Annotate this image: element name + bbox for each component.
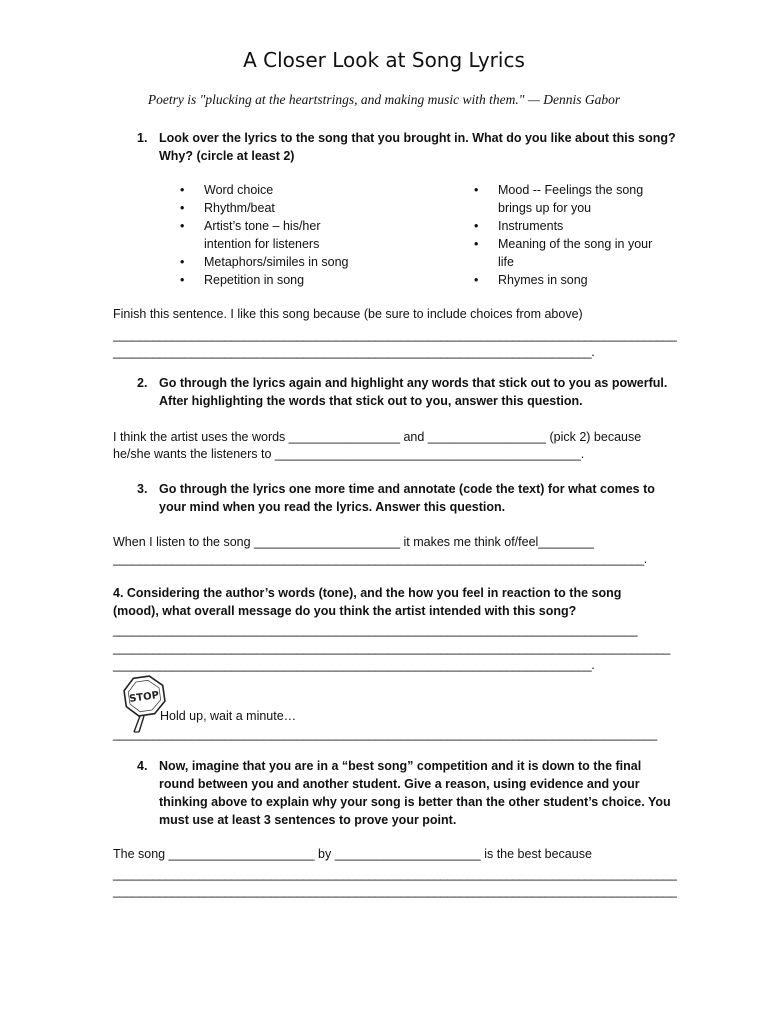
answer-line[interactable]: _________________________________________________________________________. bbox=[113, 658, 595, 672]
answer-line[interactable]: ________________________________________________________________________________ bbox=[113, 623, 638, 637]
fill-in-sentence[interactable]: he/she wants the listeners to ____________________________________________. bbox=[113, 447, 585, 461]
epigraph-quote: Poetry is "plucking at the heartstrings, and making music with them." — Dennis Gabor bbox=[147, 92, 621, 107]
fill-in-sentence[interactable]: I think the artist uses the words ________________ and _________________ (pick 2) because bbox=[113, 430, 642, 444]
finish-sentence-prompt: Finish this sentence. I like this song because (be sure to include choices from above) bbox=[113, 307, 583, 321]
fill-in-sentence[interactable]: The song _____________________ by _____________________ is the best because bbox=[113, 847, 592, 861]
question-4b-number: 4. bbox=[137, 759, 148, 773]
question-1-line-2: Why? (circle at least 2) bbox=[159, 149, 295, 163]
question-4-line-1: 4. Considering the author’s words (tone), and the how you feel in reaction to the song bbox=[113, 586, 622, 600]
answer-line[interactable]: ______________________________________________________________________________________ bbox=[113, 884, 677, 898]
list-item: • Metaphors/similes in song bbox=[178, 253, 418, 271]
question-3-line-1: Go through the lyrics one more time and annotate (code the text) for what comes to bbox=[159, 482, 655, 496]
question-4b-line-2: round between you and another student. Give a reason, using evidence and your bbox=[159, 777, 640, 791]
question-2-number: 2. bbox=[137, 376, 148, 390]
question-3 bbox=[137, 480, 679, 516]
answer-line[interactable]: ______________________________________________________________________________________ bbox=[113, 328, 677, 342]
answer-line[interactable]: _____________________________________________________________________________________ bbox=[113, 641, 670, 655]
list-item: • Mood -- Feelings the song bbox=[472, 181, 692, 199]
question-2-line-1: Go through the lyrics again and highlight any words that stick out to you as powerful. bbox=[159, 376, 668, 390]
answer-line[interactable]: _________________________________________________________________________. bbox=[113, 345, 595, 359]
question-2 bbox=[137, 374, 679, 410]
question-1-line-1: Look over the lyrics to the song that you brought in. What do you like about this song? bbox=[159, 131, 676, 145]
list-item: • Rhymes in song bbox=[472, 271, 692, 289]
page-title: A Closer Look at Song Lyrics bbox=[243, 48, 525, 72]
question-4b-line-1: Now, imagine that you are in a “best song” competition and it is down to the final bbox=[159, 759, 642, 773]
list-item: • Repetition in song bbox=[178, 271, 418, 289]
question-4-competition bbox=[137, 757, 679, 829]
question-2-line-2: After highlighting the words that stick out to you, answer this question. bbox=[159, 394, 583, 408]
question-4-line-2: (mood), what overall message do you think the artist intended with this song? bbox=[113, 604, 577, 618]
list-item-continuation: intention for listeners bbox=[204, 237, 320, 251]
list-item-continuation: brings up for you bbox=[498, 201, 592, 215]
question-4b-line-3: thinking above to explain why your song is better than the other student’s choice. You bbox=[159, 795, 671, 809]
answer-line[interactable]: ______________________________________________________________________________________ bbox=[113, 867, 677, 881]
option-list-right bbox=[472, 181, 692, 289]
list-item: • Instruments bbox=[472, 217, 692, 235]
question-3-number: 3. bbox=[137, 482, 148, 496]
fill-in-sentence[interactable]: When I listen to the song _____________________ it makes me think of/feel________ bbox=[113, 535, 594, 549]
question-1-number: 1. bbox=[137, 131, 148, 145]
answer-line[interactable]: ___________________________________________________________________________________ bbox=[113, 727, 657, 741]
stop-caption: Hold up, wait a minute… bbox=[160, 709, 297, 723]
question-3-line-2: your mind when you read the lyrics. Answer this question. bbox=[159, 500, 506, 514]
list-item: • Artist’s tone – his/her bbox=[178, 217, 418, 235]
list-item: • Word choice bbox=[178, 181, 418, 199]
answer-line[interactable]: _________________________________________________________________________________. bbox=[113, 552, 647, 566]
question-4-message bbox=[113, 584, 673, 620]
question-1 bbox=[137, 129, 679, 165]
list-item-continuation: life bbox=[498, 255, 514, 269]
list-item: • Rhythm/beat bbox=[178, 199, 418, 217]
option-list-left bbox=[178, 181, 418, 289]
question-4b-line-4: must use at least 3 sentences to prove your point. bbox=[159, 813, 457, 827]
list-item: • Meaning of the song in your bbox=[472, 235, 692, 253]
stop-sign-text: STOP bbox=[128, 689, 160, 706]
